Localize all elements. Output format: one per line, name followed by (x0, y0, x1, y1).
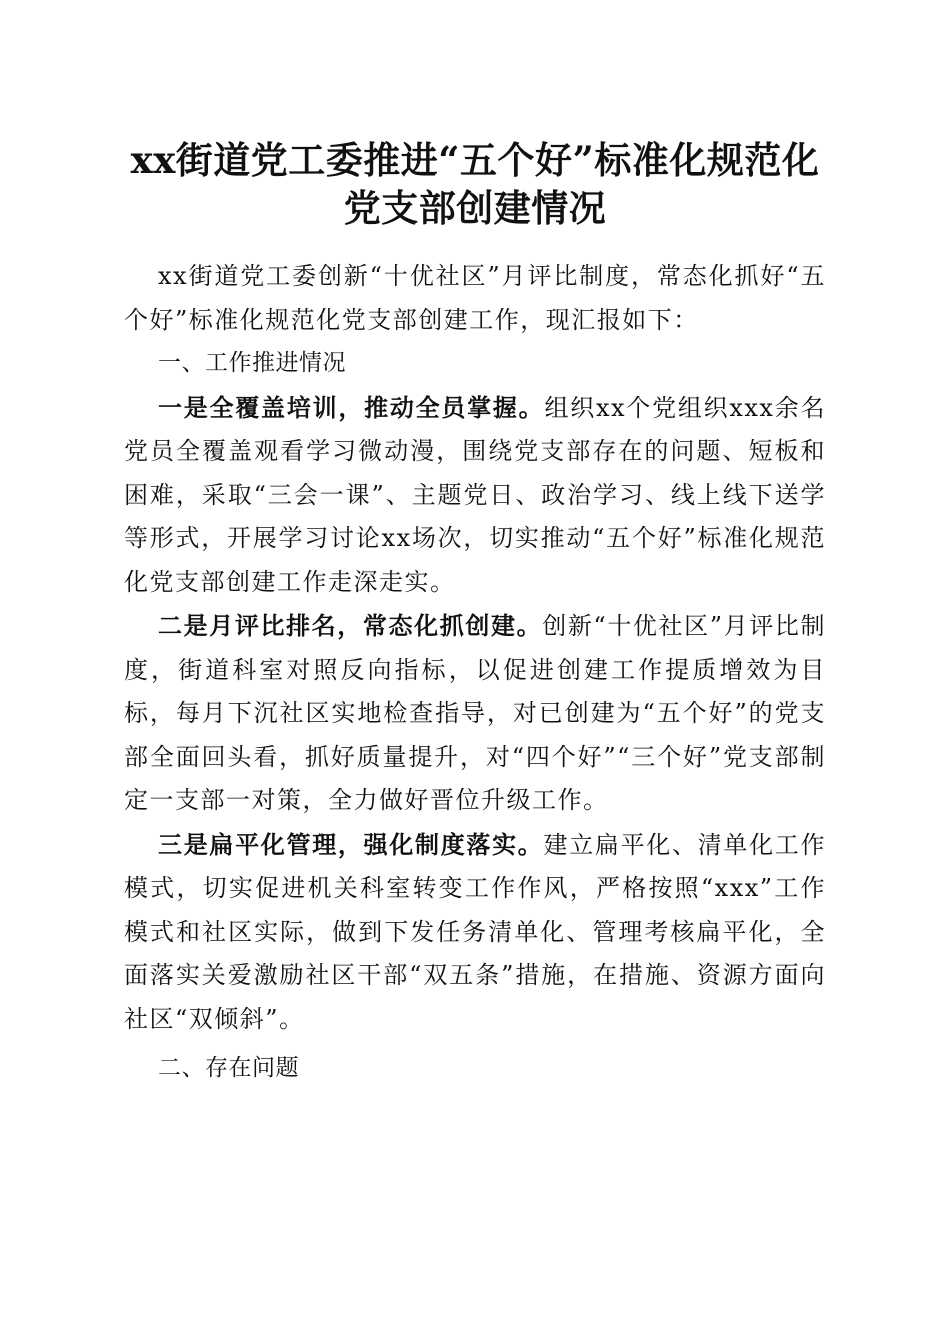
intro-paragraph: xx街道党工委创新“十优社区”月评比制度，常态化抓好“五个好”标准化规范化党支部创建工作，现汇报如下： (124, 262, 826, 334)
item-1-body: 组织xx个党组织xxx余名党员全覆盖观看学习微动漫，围绕党支部存在的问题、短板和困难，采取“三会一课”、主题党日、政治学习、线上线下送学等形式，开展学习讨论xx场次，切实推动“五个好”标准化规范化党支部创建工作走深走实。 (124, 393, 826, 596)
section-2-heading: 二、存在问题 (158, 1055, 299, 1081)
item-2-lead: 二是月评比排名，常态化抓创建。 (158, 611, 543, 640)
item-1-lead: 一是全覆盖培训，推动全员掌握。 (158, 392, 545, 422)
section-1-heading: 一、工作推进情况 (158, 350, 346, 376)
item-1-paragraph (124, 386, 826, 605)
item-3-lead: 三是扁平化管理，强化制度落实。 (158, 829, 544, 859)
item-2-paragraph (124, 604, 826, 823)
item-2-body: 创新“十优社区”月评比制度，街道科室对照反向指标，以促进创建工作提质增效为目标，每月下沉社区实地检查指导，对已创建为“五个好”的党支部全面回头看，抓好质量提升，对“四个好”“三个好”党支部制定一支部一对策，全力做好晋位升级工作。 (124, 612, 826, 814)
document-body (124, 255, 826, 1091)
item-3-body: 建立扁平化、清单化工作模式，切实促进机关科室转变工作作风，严格按照“xxx”工作模式和社区实际，做到下发任务清单化、管理考核扁平化，全面落实关爱激励社区干部“双五条”措施，在措施、资源方面向社区“双倾斜”。 (124, 830, 826, 1033)
document-title-line-1: xx街道党工委推进“五个好”标准化规范化 (130, 138, 820, 182)
item-3-paragraph (124, 823, 826, 1042)
document-title-line-2: 党支部创建情况 (343, 186, 607, 230)
